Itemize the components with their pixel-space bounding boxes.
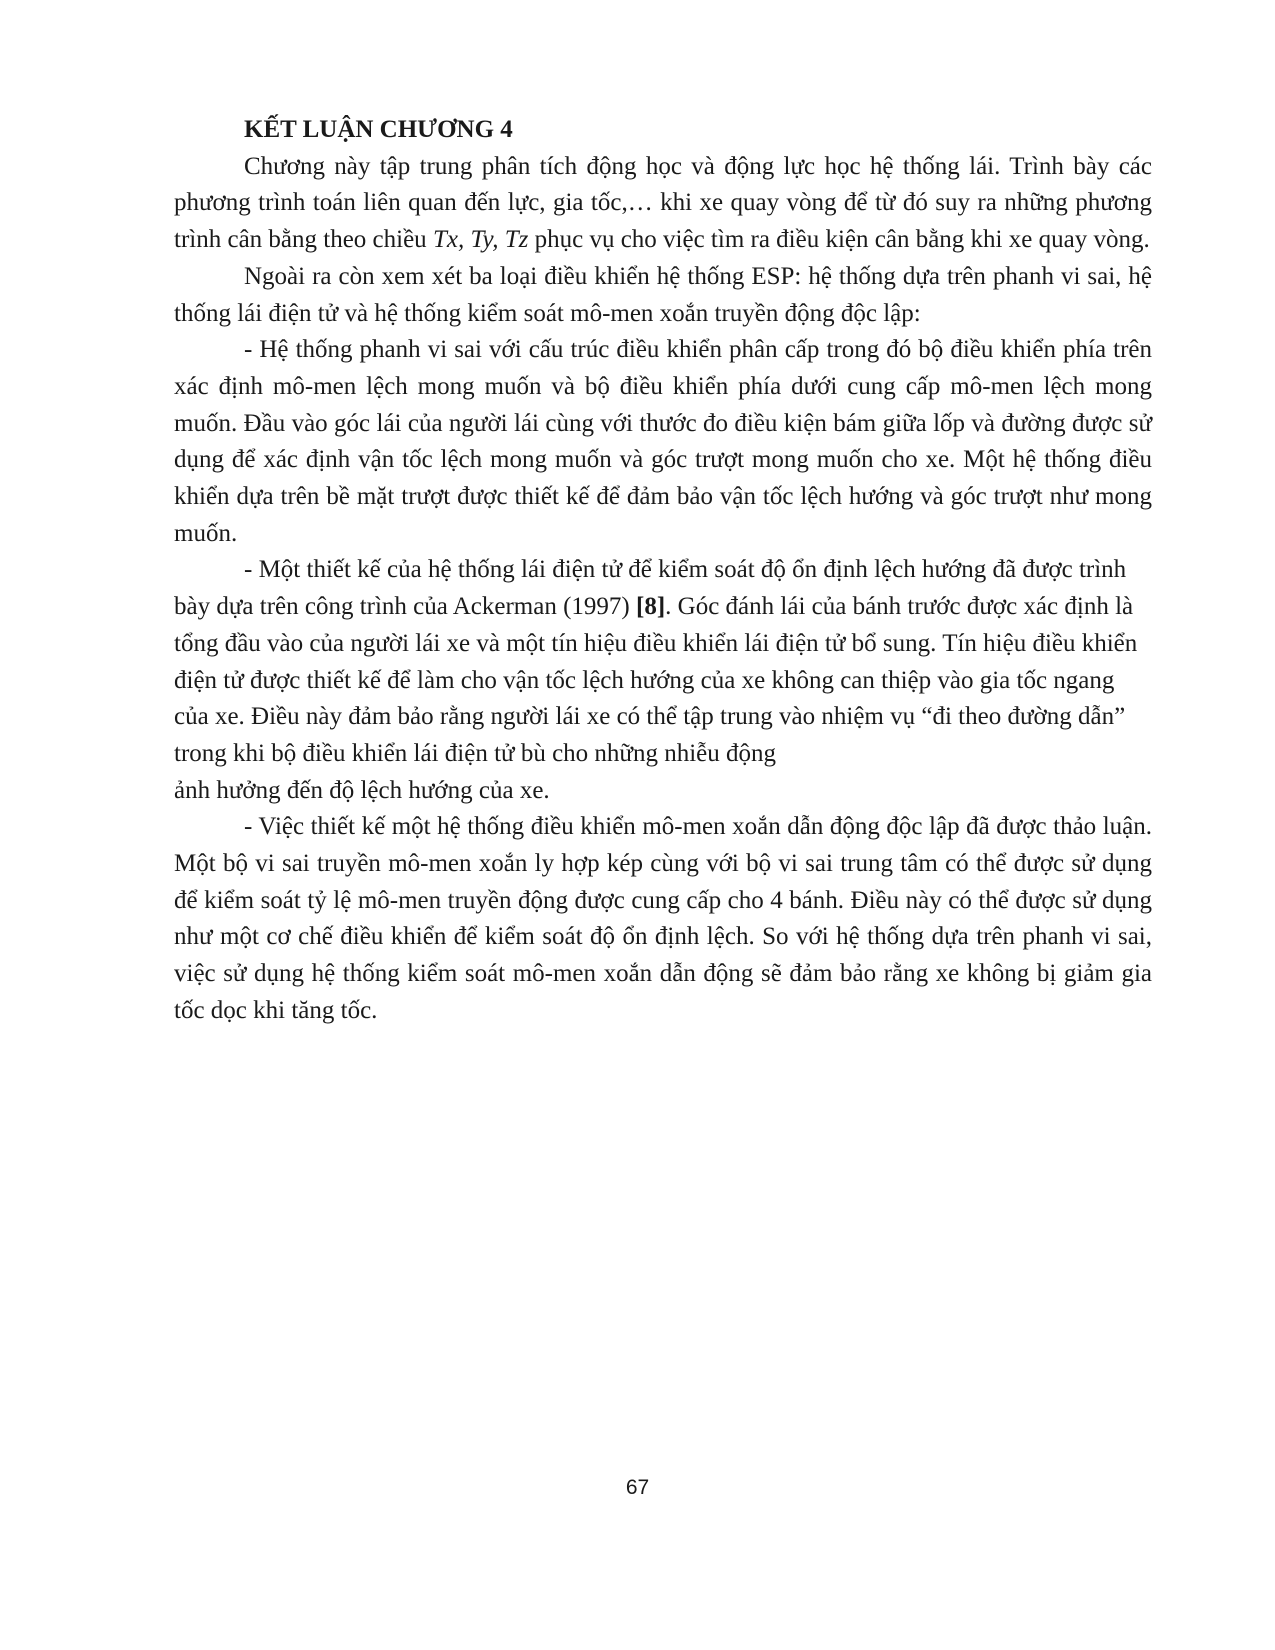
page-number: 67 — [625, 1476, 650, 1499]
chapter-conclusion-heading: KẾT LUẬN CHƯƠNG 4 — [244, 116, 513, 143]
paragraph-differential-braking: - Hệ thống phanh vi sai với cấu trúc điều khiển phân cấp trong đó bộ điều khiển phía trên xác định mô-men lệch mong muốn và bộ điều khiển phía dưới cung cấp mô-men lệch mong muốn. Đầu vào góc lái của người lái cùng với thước đo điều kiện bám giữa lốp và đường được sử dụng để xác định vận tốc lệch mong muốn và góc trượt mong muốn cho xe. Một hệ thống điều khiển dựa trên bề mặt trượt được thiết kế để đảm bảo vận tốc lệch hướng và góc trượt như mong muốn. — [174, 336, 1152, 547]
paragraph-torque-vectoring: - Việc thiết kế một hệ thống điều khiển mô-men xoắn dẫn động độc lập đã được thảo luận. Một bộ vi sai truyền mô-men xoắn ly hợp kép cùng với bộ vi sai trung tâm có thể được sử dụng để kiểm soát tỷ lệ mô-men truyền động được cung cấp cho 4 bánh. Điều này có thể được sử dụng như một cơ chế điều khiển để kiểm soát độ ổn định lệch. So với hệ thống dựa trên phanh vi sai, việc sử dụng hệ thống kiểm soát mô-men xoắn dẫn động sẽ đảm bảo rằng xe không bị giảm gia tốc dọc khi tăng tốc. — [174, 813, 1152, 1024]
paragraph-steer-by-wire-continuation: ảnh hưởng đến độ lệch hướng của xe. — [174, 776, 550, 804]
paragraph-summary-text: Chương này tập trung phân tích động học và động lực học hệ thống lái. Trình bày các phương trình toán liên quan đến lực, gia tốc,… khi xe quay vòng để từ đó suy ra những phương trình cân bằng theo chiều — [174, 152, 1152, 254]
paragraph-steer-by-wire-text: - Một thiết kế của hệ thống lái điện tử để kiểm soát độ ổn định lệch hướng đã được trình bày dựa trên công trình của Ackerman (1997) — [174, 556, 1127, 621]
axis-symbols: Tx, Ty, Tz — [432, 226, 529, 254]
paragraph-summary-text-end: phục vụ cho việc tìm ra điều kiện cân bằng khi xe quay vòng. — [528, 226, 1150, 254]
document-body — [174, 112, 1152, 1030]
paragraph-steer-by-wire — [174, 552, 1152, 772]
paragraph-esp-overview: Ngoài ra còn xem xét ba loại điều khiển hệ thống ESP: hệ thống dựa trên phanh vi sai, hệ thống lái điện tử và hệ thống kiểm soát mô-men xoắn truyền động độc lập: — [174, 262, 1152, 327]
paragraph-steer-by-wire-text-end: . Góc đánh lái của bánh trước được xác định là tổng đầu vào của người lái xe và một tín hiệu điều khiển lái điện tử bổ sung. Tín hiệu điều khiển điện tử được thiết kế để làm cho vận tốc lệch hướng của xe không can thiệp vào gia tốc ngang của xe. Điều này đảm bảo rằng người lái xe có thể tập trung vào nhiệm vụ “đi theo đường dẫn” trong khi bộ điều khiển lái điện tử bù cho những nhiễu động — [174, 593, 1138, 767]
paragraph-summary — [174, 149, 1152, 259]
citation-reference: [8] — [636, 593, 666, 621]
